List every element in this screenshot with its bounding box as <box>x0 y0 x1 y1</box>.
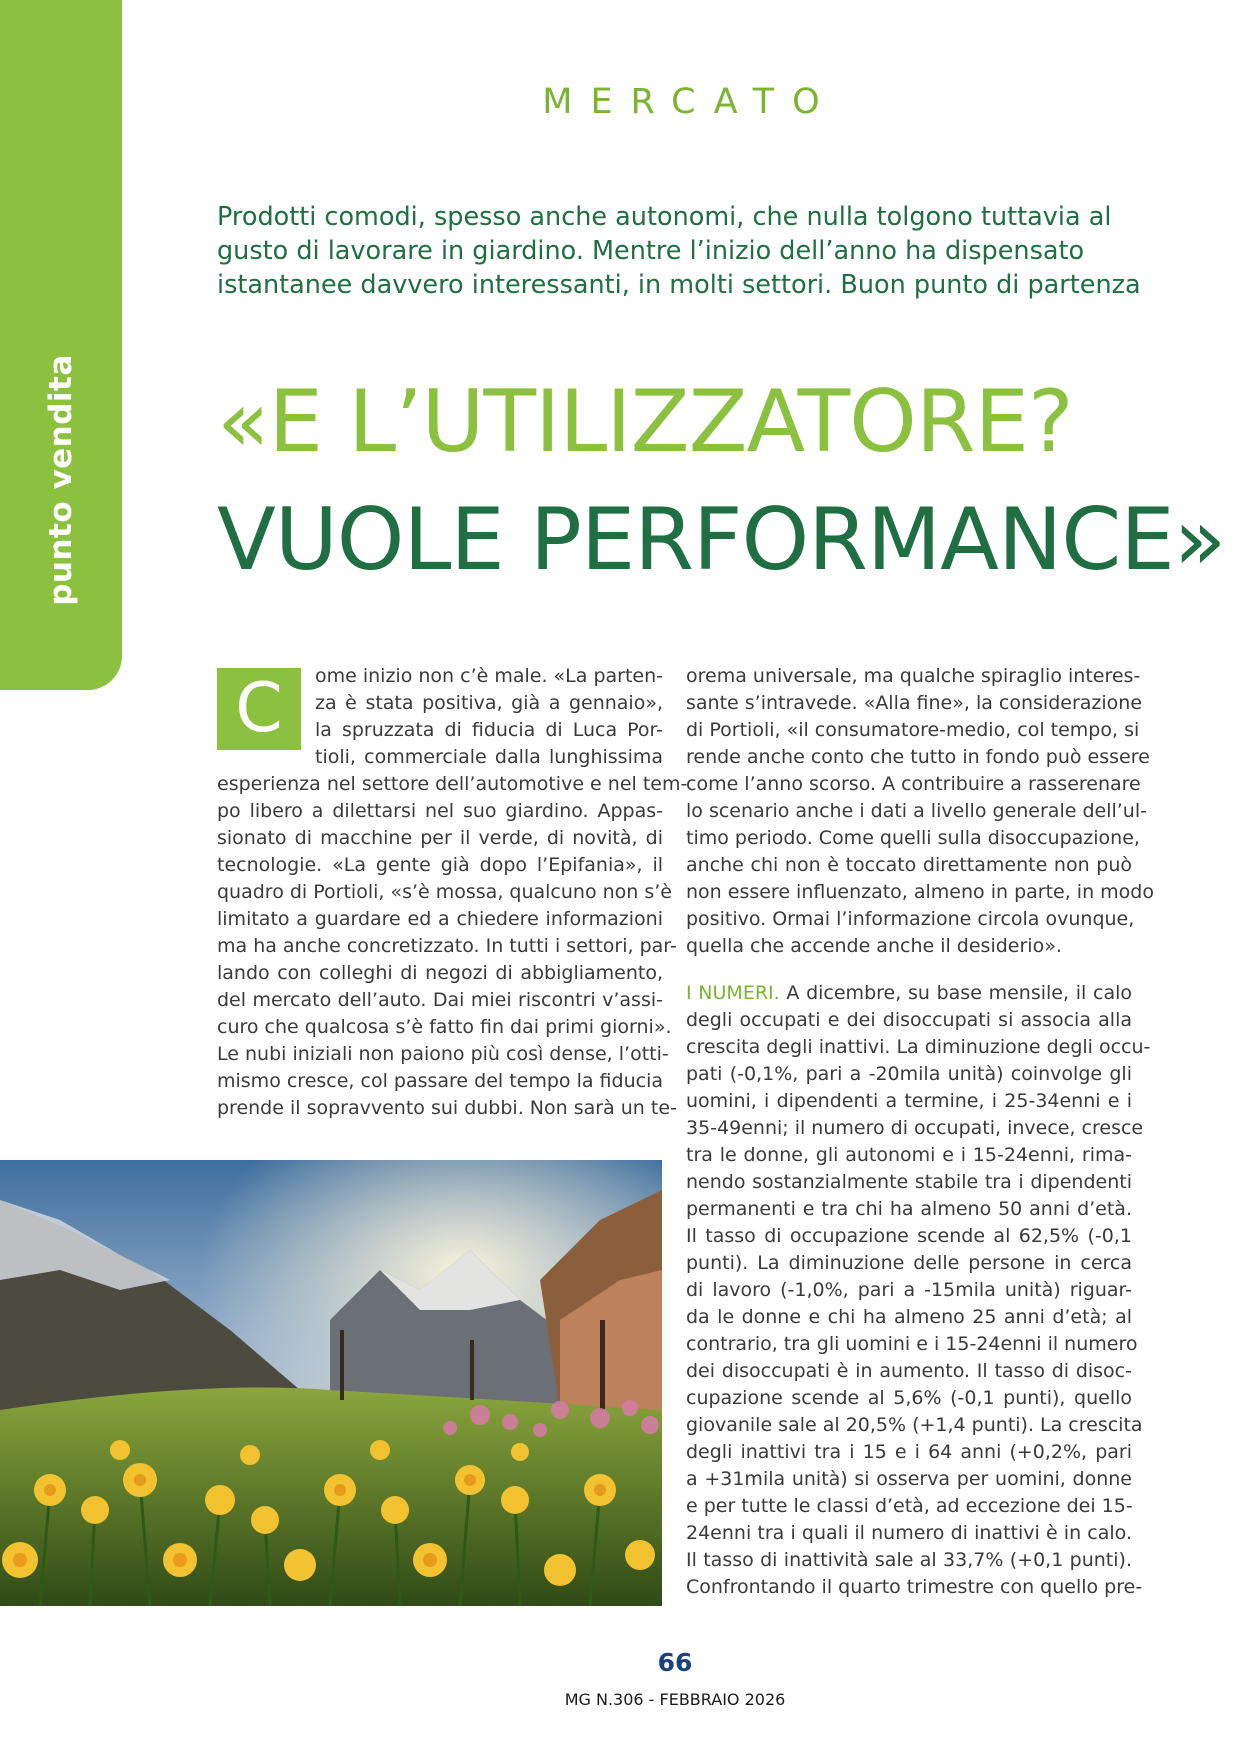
text-line: pati (-0,1%, pari a -20mila unità) coinvolge gli <box>686 1063 1132 1085</box>
headline-line-2: VUOLE PERFORMANCE» <box>217 490 1226 590</box>
text-line: Il tasso di inattività sale al 33,7% (+0,1 punti). <box>686 1549 1132 1571</box>
text-line: orema universale, ma qualche spiraglio interes- <box>686 665 1141 687</box>
right-paragraph-2 <box>686 1007 1151 1601</box>
text-line: degli occupati e dei disoccupati si associa alla <box>686 1009 1132 1031</box>
text-line: contrario, tra gli uomini e i 15-24enni il numero <box>686 1333 1138 1355</box>
text-line: ma ha anche concretizzato. In tutti i settori, par- <box>217 935 677 957</box>
section-side-label: punto vendita <box>43 354 79 606</box>
text-line: rende anche conto che tutto in fondo può essere <box>686 746 1150 768</box>
section-heading: MERCATO <box>542 82 838 122</box>
text-line: prende il sopravvento sui dubbi. Non sarà un te- <box>217 1097 677 1119</box>
deck-line: gusto di lavorare in giardino. Mentre l’inizio dell’anno ha dispensato <box>217 236 1085 266</box>
text-line: crescita degli inattivi. La diminuzione degli occu- <box>686 1036 1151 1058</box>
text-line: di Portioli, «il consumatore-medio, col tempo, si <box>686 719 1140 741</box>
subhead-rest: A dicembre, su base mensile, il calo <box>779 982 1132 1004</box>
text-line: di lavoro (-1,0%, pari a -15mila unità) riguar- <box>686 1279 1132 1301</box>
issue-info: MG N.306 - FEBBRAIO 2026 <box>564 1690 786 1709</box>
text-line: quadro di Portioli, «s’è mossa, qualcuno non s’è <box>217 881 672 903</box>
deck-line: istantanee davvero interessanti, in molti settori. Buon punto di partenza <box>217 270 1141 300</box>
text-line: e per tutte le classi d’età, ad eccezione dei 15- <box>686 1495 1133 1517</box>
text-line: sionato di macchine per il verde, di novità, di <box>217 827 663 849</box>
text-line: quella che accende anche il desiderio». <box>686 935 1062 957</box>
text-line: Le nubi iniziali non paiono più così dense, l’otti- <box>217 1043 669 1065</box>
text-line: a +31mila unità) si osserva per uomini, donne <box>686 1468 1132 1490</box>
text-line: dei disoccupati è in aumento. Il tasso di disoc- <box>686 1360 1132 1382</box>
text-line: lando con colleghi di negozi di abbigliamento, <box>217 962 663 984</box>
text-line: non essere influenzato, almeno in parte, in modo <box>686 881 1154 903</box>
text-line: mismo cresce, col passare del tempo la fiducia <box>217 1070 663 1092</box>
text-line: del mercato dell’auto. Dai miei riscontri v’assi- <box>217 989 663 1011</box>
text-line: sante s’intravede. «Alla fine», la considerazione <box>686 692 1143 714</box>
text-line: 24enni tra i quali il numero di inattivi è in calo. <box>686 1522 1132 1544</box>
deck-line: Prodotti comodi, spesso anche autonomi, che nulla tolgono tuttavia al <box>217 202 1112 232</box>
page-number: 66 <box>657 1648 693 1677</box>
landscape-photo <box>0 1160 662 1606</box>
text-line: curo che qualcosa s’è fatto fin dai primi giorni». <box>217 1016 672 1038</box>
text-line: esperienza nel settore dell’automotive e nel tem- <box>217 773 688 795</box>
text-line: cupazione scende al 5,6% (-0,1 punti), quello <box>686 1387 1132 1409</box>
article-deck <box>217 200 1147 302</box>
headline-line-1: «E L’UTILIZZATORE? <box>217 372 1073 472</box>
text-line: permanenti e tra chi ha almeno 50 anni d’età. <box>686 1198 1132 1220</box>
text-line: ome inizio non c’è male. «La parten- <box>315 665 663 687</box>
text-line: la spruzzata di fiducia di Luca Por- <box>315 719 663 741</box>
text-line: za è stata positiva, già a gennaio», <box>315 692 663 714</box>
text-line: uomini, i dipendenti a termine, i 25-34enni e i <box>686 1090 1132 1112</box>
text-line: tioli, commerciale dalla lunghissima <box>315 746 663 768</box>
text-line: Confrontando il quarto trimestre con quello pre- <box>686 1576 1143 1598</box>
subhead-line <box>686 980 1132 1007</box>
text-line: Il tasso di occupazione scende al 62,5% (-0,1 <box>686 1225 1132 1247</box>
text-line: punti). La diminuzione delle persone in cerca <box>686 1252 1132 1274</box>
text-line: po libero a dilettarsi nel suo giardino. Appas- <box>217 800 663 822</box>
text-line: come l’anno scorso. A contribuire a rasserenare <box>686 773 1141 795</box>
text-line: anche chi non è toccato direttamente non può <box>686 854 1132 876</box>
text-line: timo periodo. Come quelli sulla disoccupazione, <box>686 827 1140 849</box>
text-line: lo scenario anche i dati a livello generale dell’ul- <box>686 800 1147 822</box>
text-line: tra le donne, gli autonomi e i 15-24enni, rima- <box>686 1144 1132 1166</box>
text-line: positivo. Ormai l’informazione circola ovunque, <box>686 908 1135 930</box>
text-line: limitato a guardare ed a chiedere informazioni <box>217 908 663 930</box>
text-line: 35-49enni; il numero di occupati, invece, cresce <box>686 1117 1144 1139</box>
article-column-right <box>686 663 1154 1601</box>
right-paragraph-1 <box>686 663 1154 960</box>
article-column-left <box>217 663 688 1122</box>
text-line: nendo sostanzialmente stabile tra i dipendenti <box>686 1171 1132 1193</box>
subhead-label: I NUMERI. <box>686 982 780 1004</box>
text-line: degli inattivi tra i 15 e i 64 anni (+0,2%, pari <box>686 1441 1132 1463</box>
flower-meadow-image <box>0 1160 662 1606</box>
drop-cap: C <box>217 668 301 750</box>
text-line: tecnologie. «La gente già dopo l’Epifania», il <box>217 854 663 876</box>
text-line: giovanile sale al 20,5% (+1,4 punti). La crescita <box>686 1414 1143 1436</box>
text-line: da le donne e chi ha almeno 25 anni d’età; al <box>686 1306 1132 1328</box>
